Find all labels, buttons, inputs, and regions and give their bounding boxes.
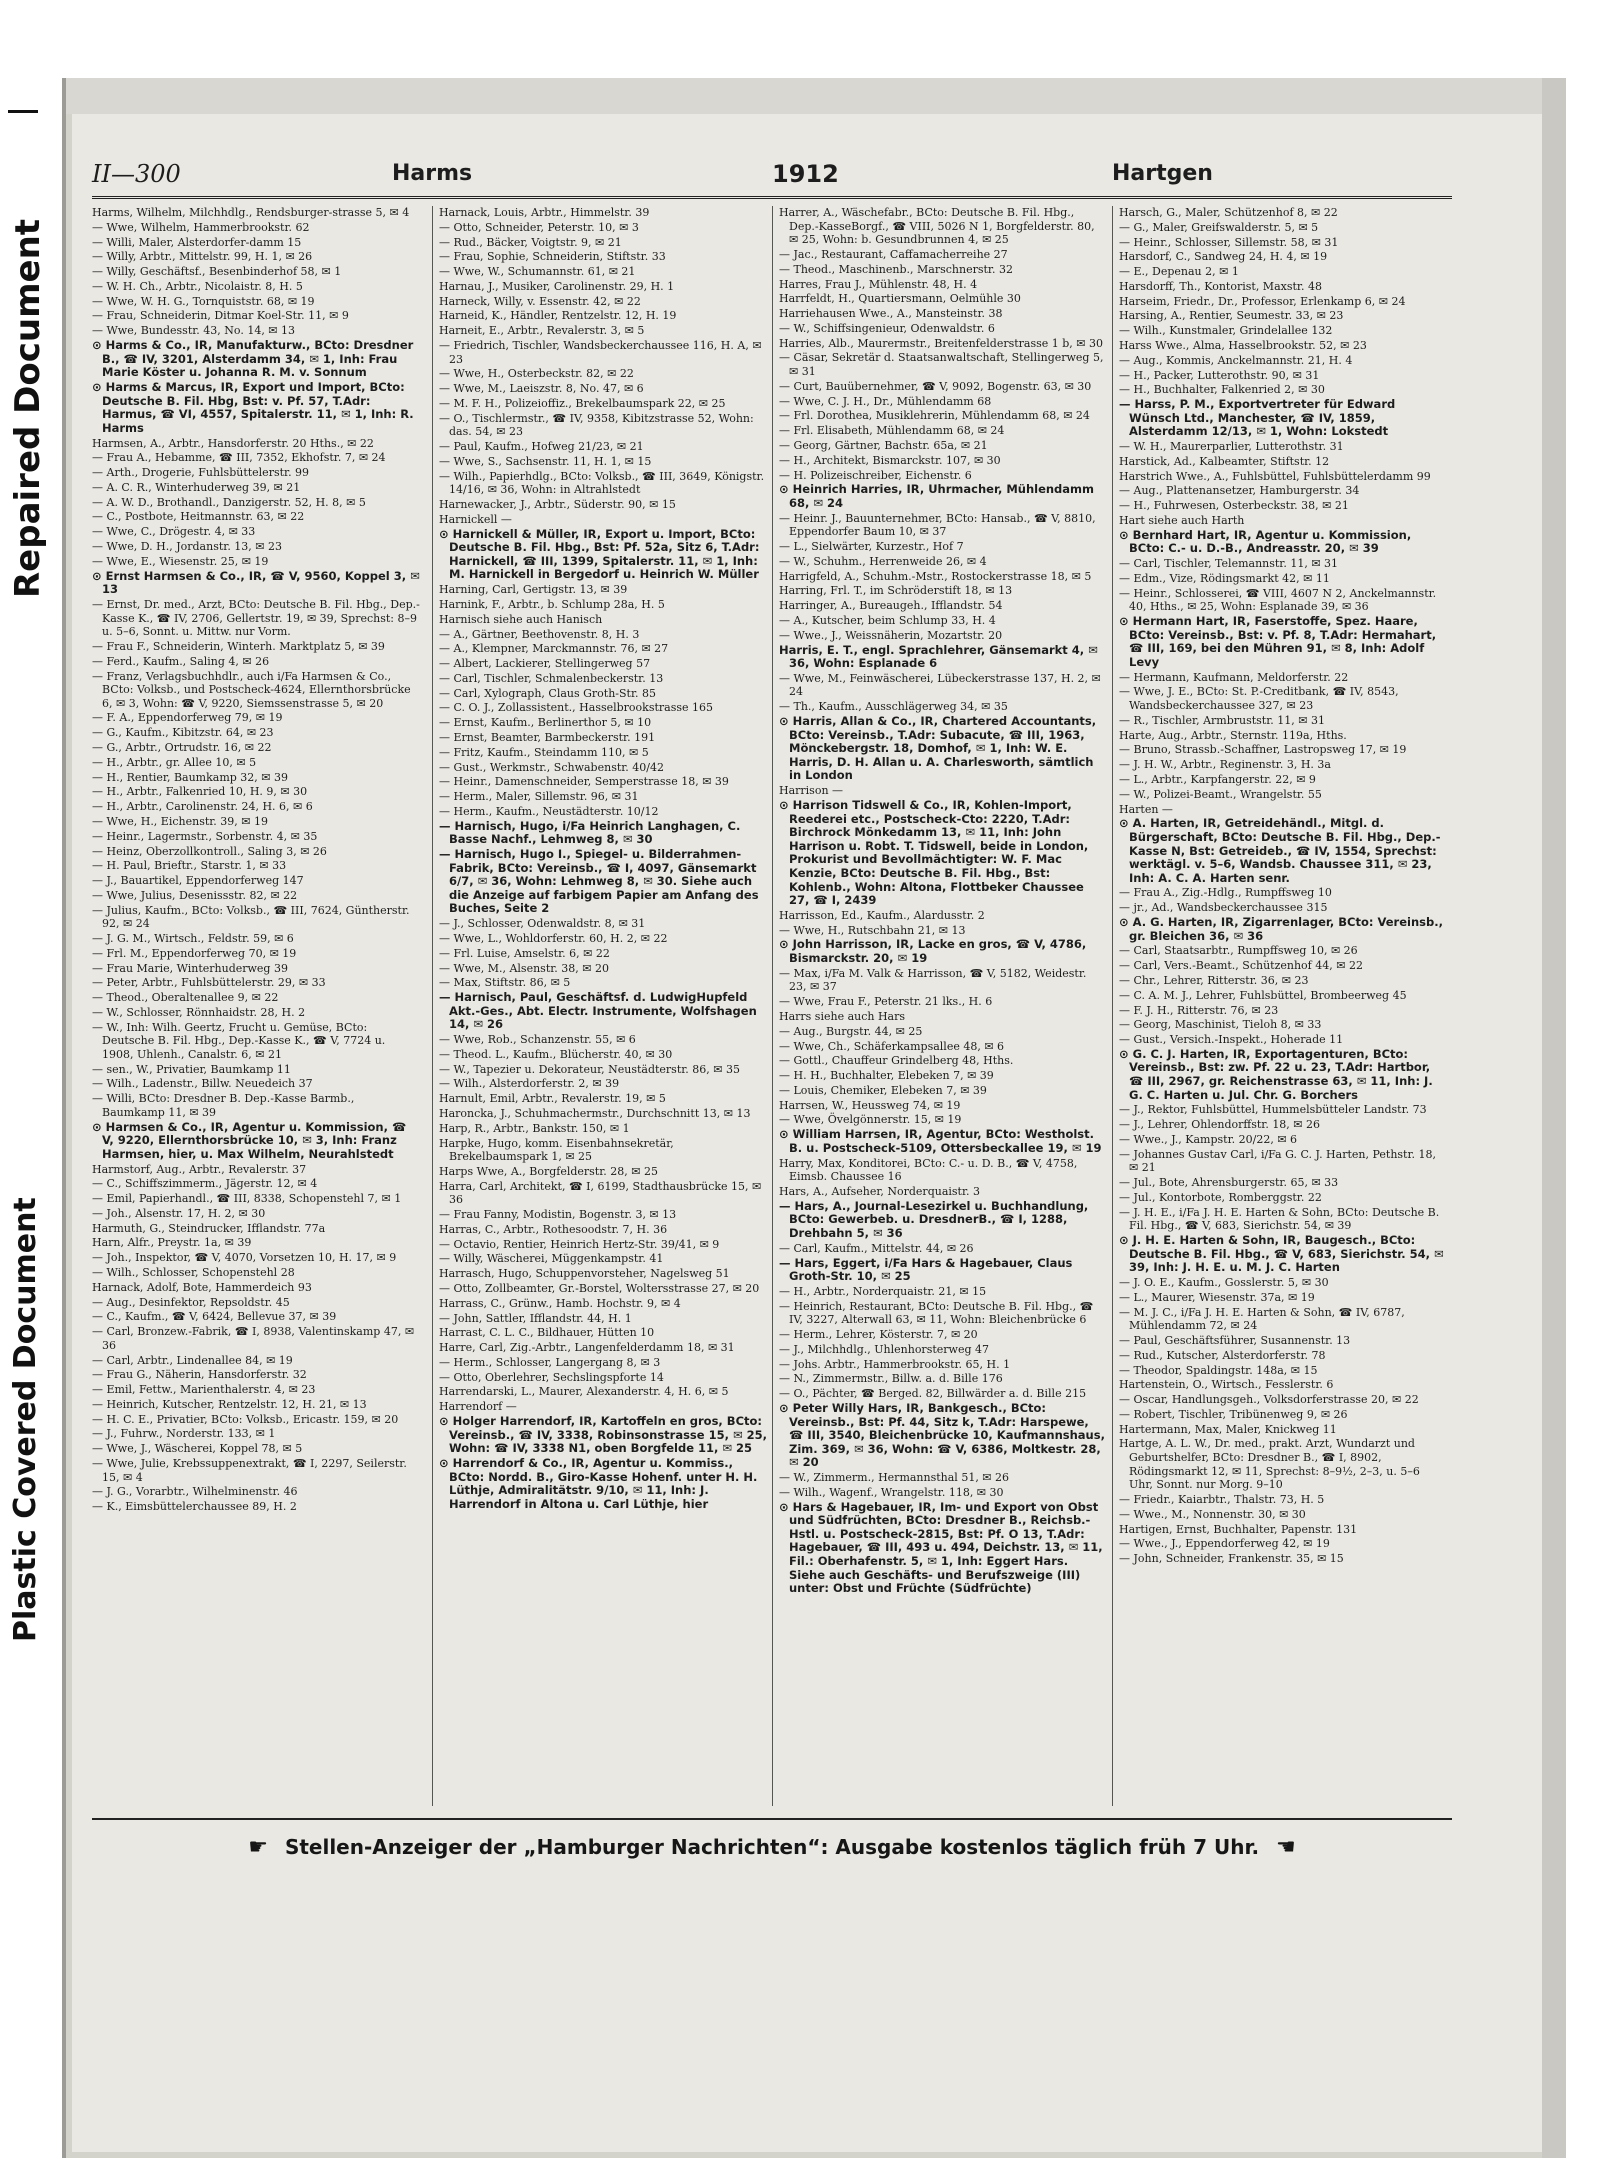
directory-entry: Harn, Alfr., Preystr. 1a, ✉ 39: [92, 1236, 252, 1250]
directory-entry: — W., Polizei-Beamt., Wrangelstr. 55: [1119, 787, 1322, 801]
directory-entry: ⊙ John Harrisson, IR, Lacke en gros, ☎ V, 4786, Bismarckstr. 20, ✉ 19: [779, 937, 1087, 966]
directory-entry: Hart siehe auch Harth: [1119, 514, 1245, 528]
directory-entry: Harsdorf, C., Sandweg 24, H. 4, ✉ 19: [1119, 250, 1328, 264]
directory-entry: — Wwe., J., Eppendorferweg 42, ✉ 19: [1119, 1537, 1330, 1551]
directory-entry: Harneck, Willy, v. Essenstr. 42, ✉ 22: [439, 294, 641, 308]
directory-entry: — H., Arbtr., gr. Allee 10, ✉ 5: [92, 755, 257, 769]
directory-entry: — John, Sattler, Ifflandstr. 44, H. 1: [439, 1311, 632, 1325]
directory-entry: — Georg, Maschinist, Tieloh 8, ✉ 33: [1119, 1018, 1322, 1032]
directory-entry: — Georg, Gärtner, Bachstr. 65a, ✉ 21: [779, 438, 988, 452]
directory-entry: Harstrich Wwe., A., Fuhlsbüttel, Fuhlsbüttelerdamm 99: [1119, 469, 1431, 483]
directory-entry: Harrisson, Ed., Kaufm., Alardusstr. 2: [779, 908, 985, 922]
directory-entry: — F. J. H., Ritterstr. 76, ✉ 23: [1119, 1003, 1279, 1017]
directory-entry: — J. H. E., i/Fa J. H. E. Harten & Sohn, BCto: Deutsche B. Fil. Hbg., ☎ V, 683, Sierichstr. 54, ✉ 39: [1119, 1205, 1440, 1233]
directory-entry: — Frl. Luise, Amselstr. 6, ✉ 22: [439, 946, 610, 960]
directory-entry: — Fritz, Kaufm., Steindamm 110, ✉ 5: [439, 745, 649, 759]
directory-entry: — J., Rektor, Fuhlsbüttel, Hummelsbütteler Landstr. 73: [1119, 1103, 1427, 1117]
page-header: [92, 156, 1452, 199]
directory-entry: Harrigfeld, A., Schuhm.-Mstr., Rostockerstrasse 18, ✉ 5: [779, 569, 1092, 583]
directory-entry: — Julius, Kaufm., BCto: Volksb., ☎ III, 7624, Güntherstr. 92, ✉ 24: [92, 903, 410, 931]
directory-entry: Harnack, Louis, Arbtr., Himmelstr. 39: [439, 206, 650, 219]
directory-entry: — Wilh., Kunstmaler, Grindelallee 132: [1119, 324, 1333, 338]
directory-entry: — W. H. Ch., Arbtr., Nicolaistr. 8, H. 5: [92, 279, 303, 293]
directory-entry: — Frau G., Näherin, Hansdorferstr. 32: [92, 1368, 307, 1382]
directory-entry: Harrass, C., Grünw., Hamb. Hochstr. 9, ✉ 4: [439, 1296, 681, 1310]
directory-entry: — Hars, A., Journal-Lesezirkel u. Buchhandlung, BCto: Gewerbeb. u. DresdnerB., ☎ I, 1288, Drehbahn 5, ✉ 36: [779, 1198, 1089, 1240]
directory-entry: — Wwe, Bundesstr. 43, No. 14, ✉ 13: [92, 324, 296, 338]
directory-entry: — Wwe, H., Rutschbahn 21, ✉ 13: [779, 923, 966, 937]
directory-entry: Hartigen, Ernst, Buchhalter, Papenstr. 131: [1119, 1522, 1358, 1536]
directory-entry: — Wwe, C. J. H., Dr., Mühlendamm 68: [779, 394, 992, 408]
directory-entry: — Aug., Desinfektor, Repsoldstr. 45: [92, 1295, 290, 1309]
directory-entry: — R., Tischler, Armbruststr. 11, ✉ 31: [1119, 713, 1325, 727]
directory-entry: Harrasch, Hugo, Schuppenvorsteher, Nagelsweg 51: [439, 1267, 730, 1281]
directory-entry: Hars, A., Aufseher, Norderquaistr. 3: [779, 1185, 980, 1198]
directory-entry: — H., Packer, Lutterothstr. 90, ✉ 31: [1119, 368, 1320, 382]
directory-entry: — H., Architekt, Bismarckstr. 107, ✉ 30: [779, 453, 1001, 467]
directory-entry: Harriehausen Wwe., A., Mansteinstr. 38: [779, 307, 1003, 321]
directory-entry: ⊙ William Harrsen, IR, Agentur, BCto: Westholst. B. u. Postscheck-5109, Ottersbeckallee 19, ✉ 19: [779, 1127, 1102, 1155]
directory-entry: — Cäsar, Sekretär d. Staatsanwaltschaft, Stellingerweg 5, ✉ 31: [779, 351, 1104, 379]
directory-entry: — Johannes Gustav Carl, i/Fa G. C. J. Harten, Pethstr. 18, ✉ 21: [1119, 1147, 1437, 1175]
directory-entry: — W., Schiffsingenieur, Odenwaldstr. 6: [779, 321, 995, 335]
directory-entry: — Emil, Papierhandl., ☎ III, 8338, Schopenstehl 7, ✉ 1: [92, 1192, 402, 1206]
directory-entry: — Herm., Kaufm., Neustädterstr. 10/12: [439, 804, 659, 818]
directory-entry: — J. G. M., Wirtsch., Feldstr. 59, ✉ 6: [92, 932, 294, 945]
directory-entry: Harpke, Hugo, komm. Eisenbahnsekretär, Brekelbaumspark 1, ✉ 25: [439, 1136, 674, 1164]
directory-entry: — Wwe, W., Schumannstr. 61, ✉ 21: [439, 265, 636, 279]
directory-entry: ⊙ Harms & Co., IR, Manufakturw., BCto: Dresdner B., ☎ IV, 3201, Alsterdamm 34, ✉ 1, Inh: Frau Marie Köster u. Johanna R. M. v. Sonnum: [92, 338, 414, 380]
directory-entry: ⊙ Hermann Hart, IR, Faserstoffe, Spez. Haare, BCto: Vereinsb., Bst: v. Pf. 8, T.Adr: Hermahart, ☎ III, 169, bei den Mühren 91, ✉ 8, Inh: Adolf Levy: [1119, 614, 1437, 669]
directory-entry: — Wilh., Alsterdorferstr. 2, ✉ 39: [439, 1077, 620, 1091]
directory-entry: Harms, Wilhelm, Milchhdlg., Rendsburger-strasse 5, ✉ 4: [92, 206, 410, 219]
directory-entry: ⊙ J. H. E. Harten & Sohn, IR, Baugesch., BCto: Deutsche B. Fil. Hbg., ☎ V, 683, Sierichstr. 54, ✉ 39, Inh: J. H. E. u. M. J. C. Harten: [1119, 1233, 1444, 1275]
directory-entry: — A., Kutscher, beim Schlump 33, H. 4: [779, 613, 996, 627]
directory-entry: — Wilh., Ladenstr., Billw. Neuedeich 37: [92, 1077, 313, 1091]
directory-entry: Harrendarski, L., Maurer, Alexanderstr. 4, H. 6, ✉ 5: [439, 1385, 729, 1399]
directory-entry: — G., Arbtr., Ortrudstr. 16, ✉ 22: [92, 741, 272, 755]
directory-entry: — K., Eimsbüttelerchaussee 89, H. 2: [92, 1500, 297, 1514]
directory-entry: — Theodor, Spaldingstr. 148a, ✉ 15: [1119, 1363, 1318, 1377]
directory-entry: — H. H., Buchhalter, Elebeken 7, ✉ 39: [779, 1069, 994, 1083]
directory-entry: — Heinr., Schlosser, Sillemstr. 58, ✉ 31: [1119, 235, 1339, 249]
directory-entry: — Heinr., Lagermstr., Sorbenstr. 4, ✉ 35: [92, 829, 318, 843]
directory-entry: — Gust., Werkmstr., Schwabenstr. 40/42: [439, 760, 665, 774]
directory-entry: — Carl, Tischler, Schmalenbeckerstr. 13: [439, 671, 664, 685]
directory-entry: — Aug., Plattenansetzer, Hamburgerstr. 34: [1119, 484, 1360, 498]
directory-entry: Harneid, K., Händler, Rentzelstr. 12, H. 19: [439, 309, 677, 323]
directory-entry: — Joh., Alsenstr. 17, H. 2, ✉ 30: [92, 1206, 266, 1220]
running-head-left: Harms: [392, 161, 473, 186]
directory-entry: — J., Schlosser, Odenwaldstr. 8, ✉ 31: [439, 917, 646, 931]
directory-entry: Harneit, E., Arbtr., Revalerstr. 3, ✉ 5: [439, 324, 645, 338]
directory-entry: — O., Pächter, ☎ Berged. 82, Billwärder a. d. Bille 215: [779, 1387, 1087, 1401]
directory-entry: Harrendorf —: [439, 1400, 517, 1414]
directory-entry: Harrer, A., Wäschefabr., BCto: Deutsche B. Fil. Hbg., Dep.-KasseBorgf., ☎ VIII, 5026 N 1, Borgfelderstr. 80, ✉ 25, Wohn: b. Gesundbrunnen 4, ✉ 25: [779, 206, 1095, 247]
directory-entry: — A. C. R., Winterhuderweg 39, ✉ 21: [92, 480, 301, 494]
directory-entry: — Otto, Schneider, Peterstr. 10, ✉ 3: [439, 220, 639, 234]
directory-entry: — Jul., Bote, Ahrensburgerstr. 65, ✉ 33: [1119, 1176, 1339, 1190]
directory-entry: — Ernst, Kaufm., Berlinerthor 5, ✉ 10: [439, 716, 652, 730]
directory-entry: — Harss, P. M., Exportvertreter für Edward Wünsch Ltd., Manchester, ☎ IV, 1859, Alsterdamm 12/13, ✉ 1, Wohn: Lokstedt: [1119, 397, 1396, 439]
directory-entry: — H., Rentier, Baumkamp 32, ✉ 39: [92, 770, 288, 784]
directory-entry: — Albert, Lackierer, Stellingerweg 57: [439, 657, 651, 671]
directory-entry: — Chr., Lehrer, Ritterstr. 36, ✉ 23: [1119, 973, 1309, 987]
footer-advertisement: [92, 1832, 1452, 1862]
directory-entry: — Wwe, H., Eichenstr. 39, ✉ 19: [92, 814, 268, 828]
directory-entry: — Ernst, Beamter, Barmbeckerstr. 191: [439, 731, 656, 744]
directory-entry: — Frau Marie, Winterhuderweg 39: [92, 961, 288, 975]
directory-entry: — Willy, Wäscherei, Müggenkampstr. 41: [439, 1252, 664, 1266]
directory-entry: Harnack, Adolf, Bote, Hammerdeich 93: [92, 1280, 312, 1294]
directory-entry: — Herm., Schlosser, Langergang 8, ✉ 3: [439, 1355, 661, 1369]
directory-entry: — Frl. M., Eppendorferweg 70, ✉ 19: [92, 946, 297, 960]
directory-entry: — H., Arbtr., Falkenried 10, H. 9, ✉ 30: [92, 785, 308, 799]
directory-entry: — N., Zimmermstr., Billw. a. d. Bille 176: [779, 1372, 1003, 1386]
directory-entry: Harss Wwe., Alma, Hasselbrookstr. 52, ✉ 23: [1119, 339, 1367, 353]
directory-entry: — H., Fuhrwesen, Osterbeckstr. 38, ✉ 21: [1119, 499, 1349, 513]
directory-entry: — Oscar, Handlungsgeh., Volksdorferstrasse 20, ✉ 22: [1119, 1393, 1419, 1407]
directory-entry: — Frau Fanny, Modistin, Bogenstr. 3, ✉ 13: [439, 1208, 677, 1222]
directory-entry: — Wwe, M., Laeiszstr. 8, No. 47, ✉ 6: [439, 382, 644, 396]
directory-entry: — Wwe, Julius, Desenissstr. 82, ✉ 22: [92, 888, 298, 902]
directory-entry: — C., Postbote, Heitmannstr. 63, ✉ 22: [92, 510, 305, 524]
directory-entry: — H. Polizeischreiber, Eichenstr. 6: [779, 468, 972, 482]
directory-entry: — C., Kaufm., ☎ V, 6424, Bellevue 37, ✉ 39: [92, 1310, 337, 1324]
directory-entry: Harres, Frau J., Mühlenstr. 48, H. 4: [779, 277, 978, 291]
directory-entry: — Johs. Arbtr., Hammerbrookstr. 65, H. 1: [779, 1357, 1011, 1371]
directory-entry: — C. O. J., Zollassistent., Hasselbrookstrasse 165: [439, 701, 714, 715]
directory-entry: — Wwe, W. H. G., Tornquiststr. 68, ✉ 19: [92, 294, 315, 308]
directory-entry: — Willy, Arbtr., Mittelstr. 99, H. 1, ✉ 26: [92, 250, 313, 264]
directory-entry: — M. F. H., Polizeioffiz., Brekelbaumspark 22, ✉ 25: [439, 396, 726, 410]
directory-entry: — L., Arbtr., Karpfangerstr. 22, ✉ 9: [1119, 772, 1316, 786]
pointing-hand-left-icon: ☚: [1276, 1835, 1296, 1860]
directory-entry: — Rud., Bäcker, Voigtstr. 9, ✉ 21: [439, 235, 622, 249]
directory-entry: — Wwe, Rob., Schanzenstr. 55, ✉ 6: [439, 1033, 636, 1047]
directory-entry: — Peter, Arbtr., Fuhlsbüttelerstr. 29, ✉ 33: [92, 976, 326, 990]
directory-columns: [92, 206, 1452, 1806]
directory-entry: — Curt, Bauübernehmer, ☎ V, 9092, Bogenstr. 63, ✉ 30: [779, 379, 1092, 393]
directory-entry: — Wwe, E., Wiesenstr. 25, ✉ 19: [92, 554, 269, 568]
directory-entry: — Max, i/Fa M. Valk & Harrisson, ☎ V, 5182, Weidestr. 23, ✉ 37: [779, 966, 1087, 994]
directory-entry: — Willi, BCto: Dresdner B. Dep.-Kasse Barmb., Baumkamp 11, ✉ 39: [92, 1092, 355, 1119]
directory-entry: — Th., Kaufm., Ausschlägerweg 34, ✉ 35: [779, 700, 1008, 714]
directory-entry: — Max, Stiftstr. 86, ✉ 5: [439, 976, 571, 990]
directory-entry: — A. W. D., Brothandl., Danzigerstr. 52, H. 8, ✉ 5: [92, 495, 366, 509]
directory-entry: Harnewacker, J., Arbtr., Süderstr. 90, ✉ 15: [439, 498, 676, 512]
directory-entry: Harnau, J., Musiker, Carolinenstr. 29, H. 1: [439, 279, 675, 293]
directory-entry: — H. Paul, Brieftr., Starstr. 1, ✉ 33: [92, 859, 287, 873]
directory-entry: — Wwe, H., Osterbeckstr. 82, ✉ 22: [439, 367, 634, 381]
directory-entry: — Frl. Elisabeth, Mühlendamm 68, ✉ 24: [779, 424, 1005, 438]
directory-entry: — Wilh., Papierhdlg., BCto: Volksb., ☎ III, 3649, Königstr. 14/16, ✉ 36, Wohn: in Altrahlstedt: [439, 469, 765, 497]
directory-entry: — Arth., Drogerie, Fuhlsbüttelerstr. 99: [92, 466, 310, 480]
directory-entry: Harten —: [1119, 802, 1173, 816]
directory-entry: Harnisch siehe auch Hanisch: [439, 612, 603, 626]
footer-text: Stellen-Anzeiger der „Hamburger Nachrichten“: Ausgabe kostenlos täglich früh 7 Uhr.: [284, 1835, 1260, 1859]
directory-entry: Harrison —: [779, 784, 844, 798]
directory-entry: — Jul., Kontorbote, Romberggstr. 22: [1119, 1190, 1322, 1204]
directory-entry: — Carl, Xylograph, Claus Groth-Str. 85: [439, 686, 657, 700]
directory-entry: — Carl, Kaufm., Mittelstr. 44, ✉ 26: [779, 1241, 974, 1255]
directory-entry: — M. J. C., i/Fa J. H. E. Harten & Sohn, ☎ IV, 6787, Mühlendamm 72, ✉ 24: [1119, 1305, 1405, 1333]
directory-entry: Harseim, Friedr., Dr., Professor, Erlenkamp 6, ✉ 24: [1119, 294, 1406, 308]
directory-entry: — Heinr., Schlosserei, ☎ VIII, 4607 N 2, Anckelmannstr. 40, Hths., ✉ 25, Wohn: Esplanade 39, ✉ 36: [1119, 586, 1437, 614]
side-labels: [0, 0, 48, 2177]
directory-entry: — Heinr. J., Bauunternehmer, BCto: Hansab., ☎ V, 8810, Eppendorfer Baum 10, ✉ 37: [779, 511, 1096, 539]
directory-entry: — Friedr., Kaiarbtr., Thalstr. 73, H. 5: [1119, 1493, 1325, 1507]
directory-entry: — Gust., Versich.-Inspekt., Hoherade 11: [1119, 1033, 1344, 1047]
directory-entry: Harsdorff, Th., Kontorist, Maxstr. 48: [1119, 279, 1322, 293]
directory-entry: — Ernst, Dr. med., Arzt, BCto: Deutsche B. Fil. Hbg., Dep.-Kasse K., ☎ IV, 2706, Gellertstr. 19, ✉ 39, Sprechst: 8–9 u. 5–6, Sonnt. u. Mittw. nur Vorm.: [92, 597, 420, 639]
directory-entry: ⊙ A. Harten, IR, Getreidehändl., Mitgl. d. Bürgerschaft, BCto: Deutsche B. Fil. Hbg., Dep.-Kasse N, Bst: Getreideb., ☎ IV, 1554, Sprechst: werktägl. v. 5–6, Wandsb. Chaussee 311, ✉ 23, Inh: A. C. A. Harten senr.: [1119, 816, 1441, 885]
directory-entry: — Herm., Lehrer, Kösterstr. 7, ✉ 20: [779, 1328, 978, 1342]
directory-entry: Harmstorf, Aug., Arbtr., Revalerstr. 37: [92, 1162, 307, 1176]
directory-entry: — Frl. Dorothea, Musiklehrerin, Mühlendamm 68, ✉ 24: [779, 409, 1090, 423]
directory-entry: — John, Schneider, Frankenstr. 35, ✉ 15: [1119, 1552, 1344, 1566]
directory-entry: — C., Schiffszimmerm., Jägerstr. 12, ✉ 4: [92, 1177, 318, 1191]
directory-entry: Harte, Aug., Arbtr., Sternstr. 119a, Hths.: [1119, 728, 1347, 742]
directory-column-1: [92, 206, 420, 1806]
directory-entry: — Ferd., Kaufm., Saling 4, ✉ 26: [92, 654, 270, 668]
directory-entry: — Gottl., Chauffeur Grindelberg 48, Hths.: [779, 1054, 1014, 1068]
directory-entry: — W., Inh: Wilh. Geertz, Frucht u. Gemüse, BCto: Deutsche B. Fil. Hbg., Dep.-Kasse K., ☎ V, 7724 u. 1908, Uhlenh., Canalstr. 6, ✉ 21: [92, 1020, 386, 1061]
directory-entry: — Wwe, M., Feinwäscherei, Lübeckerstrasse 137, H. 2, ✉ 24: [779, 671, 1101, 699]
directory-entry: ⊙ Bernhard Hart, IR, Agentur u. Kommission, BCto: C.- u. D.-B., Andreasstr. 20, ✉ 39: [1119, 527, 1412, 556]
directory-entry: — Emil, Fettw., Marienthalerstr. 4, ✉ 23: [92, 1383, 316, 1397]
directory-entry: — G., Kaufm., Kibitzstr. 64, ✉ 23: [92, 726, 274, 740]
directory-entry: Harps Wwe, A., Borgfelderstr. 28, ✉ 25: [439, 1164, 658, 1178]
directory-entry: ⊙ Heinrich Harries, IR, Uhrmacher, Mühlendamm 68, ✉ 24: [779, 482, 1095, 510]
directory-entry: — Carl, Vers.-Beamt., Schützenhof 44, ✉ 22: [1119, 959, 1363, 973]
directory-entry: — W., Tapezier u. Dekorateur, Neustädterstr. 86, ✉ 35: [439, 1062, 740, 1076]
directory-entry: Harmsen, A., Arbtr., Hansdorferstr. 20 Hths., ✉ 22: [92, 436, 374, 450]
directory-entry: — Heinrich, Kutscher, Rentzelstr. 12, H. 21, ✉ 13: [92, 1397, 367, 1411]
bottom-rule: [92, 1818, 1452, 1820]
directory-entry: — F. A., Eppendorferweg 79, ✉ 19: [92, 711, 283, 725]
pointing-hand-right-icon: ☛: [248, 1835, 268, 1860]
directory-entry: — L., Sielwärter, Kurzestr., Hof 7: [779, 540, 964, 554]
directory-entry: Harnickell —: [439, 512, 512, 526]
directory-entry: — W. H., Maurerparlier, Lutterothstr. 31: [1119, 440, 1344, 454]
directory-entry: ⊙ Peter Willy Hars, IR, Bankgesch., BCto: Vereinsb., Bst: Pf. 44, Sitz k, T.Adr: Harspewe, ☎ III, 3540, Bleichenbrücke 10, Kaufmannshaus, Zim. 369, ✉ 36, Wohn: ☎ V, 6386, Moltkestr. 28, ✉ 20: [779, 1400, 1105, 1470]
directory-entry: — Bruno, Strassb.-Schaffner, Lastropsweg 17, ✉ 19: [1119, 743, 1407, 757]
scan-right-edge: [1542, 78, 1566, 2158]
directory-entry: — G., Maler, Greifswalderstr. 5, ✉ 5: [1119, 220, 1319, 234]
directory-entry: Harrs siehe auch Hars: [779, 1010, 906, 1023]
directory-entry: — Theod., Maschinenb., Marschnerstr. 32: [779, 262, 1013, 276]
directory-entry: ⊙ Harris, Allan & Co., IR, Chartered Accountants, BCto: Vereinsb., T.Adr: Subacute, ☎ III, 1963, Mönckebergstr. 18, Domhof, ✉ 1, Inh: W. E. Harris, D. H. Allan u. A. Charlesworth, sämtlich in London: [779, 714, 1097, 783]
scan-top-band: [66, 78, 1566, 114]
directory-entry: — Aug., Kommis, Anckelmannstr. 21, H. 4: [1119, 353, 1353, 367]
directory-entry: — Paul, Geschäftsführer, Susannenstr. 13: [1119, 1334, 1351, 1347]
directory-entry: Harring, Frl. T., im Schröderstift 18, ✉ 13: [779, 584, 1013, 598]
directory-entry: — J., Milchhdlg., Uhlenhorsterweg 47: [779, 1342, 989, 1356]
directory-entry: — Carl, Staatsarbtr., Rumpffsweg 10, ✉ 26: [1119, 944, 1358, 958]
directory-entry: — Carl, Tischler, Telemannstr. 11, ✉ 31: [1119, 557, 1339, 571]
directory-entry: Harringer, A., Bureaugeh., Ifflandstr. 54: [779, 599, 1003, 613]
directory-entry: — J., Lehrer, Ohlendorffstr. 18, ✉ 26: [1119, 1118, 1321, 1132]
directory-entry: — Wwe, Ch., Schäferkampsallee 48, ✉ 6: [779, 1039, 1005, 1053]
directory-entry: — L., Maurer, Wiesenstr. 37a, ✉ 19: [1119, 1290, 1315, 1304]
directory-entry: — Heinrich, Restaurant, BCto: Deutsche B. Fil. Hbg., ☎ IV, 3227, Alterwall 63, ✉ 11, Wohn: Bleichenbrücke 6: [779, 1299, 1094, 1327]
directory-entry: — Carl, Arbtr., Lindenallee 84, ✉ 19: [92, 1353, 293, 1367]
directory-entry: Harsing, A., Rentier, Seumestr. 33, ✉ 23: [1119, 309, 1344, 323]
directory-entry: Harnult, Emil, Arbtr., Revalerstr. 19, ✉ 5: [439, 1092, 666, 1106]
directory-entry: — Carl, Bronzew.-Fabrik, ☎ I, 8938, Valentinskamp 47, ✉ 36: [92, 1325, 415, 1352]
directory-entry: Harrast, C. L. C., Bildhauer, Hütten 10: [439, 1326, 655, 1340]
directory-entry: — Wwe, D. H., Jordanstr. 13, ✉ 23: [92, 540, 283, 554]
directory-entry: — H. C. E., Privatier, BCto: Volksb., Ericastr. 159, ✉ 20: [92, 1412, 399, 1426]
directory-entry: — Louis, Chemiker, Elebeken 7, ✉ 39: [779, 1083, 987, 1097]
directory-entry: — Harnisch, Paul, Geschäftsf. d. LudwigHupfeld Akt.-Ges., Abt. Electr. Instrumente, Wolfshagen 14, ✉ 26: [439, 990, 757, 1032]
directory-entry: ⊙ Harnickell & Müller, IR, Export u. Import, BCto: Deutsche B. Fil. Hbg., Bst: Pf. 52a, Sitz 6, T.Adr: Harnickell, ☎ III, 1399, Spitalerstr. 11, ✉ 1, Inh: M. Harnickell in Bergedorf u. Heinrich W. Müller: [439, 526, 760, 582]
directory-entry: — jr., Ad., Wandsbeckerchaussee 315: [1119, 901, 1328, 915]
directory-entry: Harris, E. T., engl. Sprachlehrer, Gänsemarkt 4, ✉ 36, Wohn: Esplanade 6: [779, 642, 1098, 671]
directory-entry: — Wwe, Wilhelm, Hammerbrookstr. 62: [92, 220, 310, 234]
directory-entry: Harrfeldt, H., Quartiersmann, Oelmühle 30: [779, 292, 1021, 306]
directory-entry: — Otto, Zollbeamter, Gr.-Borstel, Woltersstrasse 27, ✉ 20: [439, 1282, 760, 1295]
directory-entry: — Hars, Eggert, i/Fa Hars & Hagebauer, Claus Groth-Str. 10, ✉ 25: [779, 1255, 1073, 1284]
directory-entry: — Wwe, L., Wohldorferstr. 60, H. 2, ✉ 22: [439, 932, 668, 945]
directory-entry: — sen., W., Privatier, Baumkamp 11: [92, 1062, 291, 1076]
directory-entry: — A., Klempner, Marckmannstr. 76, ✉ 27: [439, 642, 669, 656]
directory-entry: Haroncka, J., Schuhmachermstr., Durchschnitt 13, ✉ 13: [439, 1107, 751, 1120]
directory-entry: — Willi, Maler, Alsterdorfer-damm 15: [92, 235, 302, 249]
directory-entry: ⊙ A. G. Harten, IR, Zigarrenlager, BCto: Vereinsb., gr. Bleichen 36, ✉ 36: [1119, 915, 1443, 943]
directory-entry: — Wwe, M., Alsenstr. 38, ✉ 20: [439, 961, 609, 975]
directory-entry: — W., Schuhm., Herrenweide 26, ✉ 4: [779, 554, 987, 568]
directory-entry: Harstick, Ad., Kalbeamter, Stiftstr. 12: [1119, 454, 1330, 468]
year-heading: 1912: [772, 160, 839, 188]
directory-entry: — Heinr., Damenschneider, Semperstrasse 18, ✉ 39: [439, 775, 729, 789]
directory-entry: Harra, Carl, Architekt, ☎ I, 6199, Stadthausbrücke 15, ✉ 36: [439, 1179, 762, 1207]
directory-column-4: [1112, 206, 1447, 1806]
directory-entry: — Theod. L., Kaufm., Blücherstr. 40, ✉ 30: [439, 1047, 673, 1061]
directory-entry: — J. H. W., Arbtr., Reginenstr. 3, H. 3a: [1119, 758, 1331, 772]
directory-entry: — Herm., Maler, Sillemstr. 96, ✉ 31: [439, 790, 639, 804]
directory-entry: — Heinz, Oberzollkontroll., Saling 3, ✉ 26: [92, 844, 327, 858]
directory-entry: Harnink, F., Arbtr., b. Schlump 28a, H. 5: [439, 597, 665, 611]
directory-entry: Harp, R., Arbtr., Bankstr. 150, ✉ 1: [439, 1121, 630, 1135]
directory-entry: — Frau F., Schneiderin, Winterh. Marktplatz 5, ✉ 39: [92, 639, 385, 653]
directory-entry: — A., Gärtner, Beethovenstr. 8, H. 3: [439, 627, 640, 641]
directory-entry: — W., Schlosser, Rönnhaidstr. 28, H. 2: [92, 1005, 306, 1019]
directory-entry: — Harnisch, Hugo I., Spiegel- u. Bilderrahmen-Fabrik, BCto: Vereinsb., ☎ I, 4097, Gänsemarkt 6/7, ✉ 36, Wohn: Lehmweg 8, ✉ 30. Siehe auch die Anzeige auf farbigem Papier am Anfang des Buches, Seite 2: [439, 847, 759, 916]
directory-entry: — Wilh., Schlosser, Schopenstehl 28: [92, 1266, 295, 1280]
directory-entry: — Rud., Kutscher, Alsterdorferstr. 78: [1119, 1348, 1326, 1362]
directory-entry: ⊙ Harrendorf & Co., IR, Agentur u. Kommiss., BCto: Nordd. B., Giro-Kasse Hohenf. unter H. H. Lüthje, Admiralitätstr. 9/10, ✉ 11, Inh: J. Harrendorf in Altona u. Carl Lüthje, hier: [439, 1456, 758, 1511]
directory-entry: ⊙ Holger Harrendorf, IR, Kartoffeln en gros, BCto: Vereinsb., ☎ IV, 3338, Robinsonstrasse 15, ✉ 25, Wohn: ☎ IV, 3338 N1, oben Borgfelde 11, ✉ 25: [439, 1414, 767, 1456]
directory-column-3: [772, 206, 1107, 1806]
directory-entry: — Joh., Inspektor, ☎ V, 4070, Vorsetzen 10, H. 17, ✉ 9: [92, 1251, 397, 1265]
directory-entry: Hartermann, Max, Maler, Knickweg 11: [1119, 1422, 1337, 1436]
page-number: II—300: [92, 160, 181, 188]
directory-entry: — Wwe, S., Sachsenstr. 11, H. 1, ✉ 15: [439, 454, 652, 468]
directory-entry: ⊙ G. C. J. Harten, IR, Exportagenturen, BCto: Vereinsb., Bst: zw. Pf. 22 u. 23, T.Adr: Hartbor, ☎ III, 2967, gr. Reichenstrasse 63, ✉ 11, Inh: J. G. C. Harten u. Jul. Chr. G. Borchers: [1119, 1046, 1433, 1102]
directory-entry: — Otto, Oberlehrer, Sechslingspforte 14: [439, 1370, 664, 1384]
directory-entry: — O., Tischlermstr., ☎ IV, 9358, Kibitzstrasse 52, Wohn: das. 54, ✉ 23: [439, 411, 754, 439]
plastic-covered-document-label: Plastic Covered Document: [8, 1197, 43, 1643]
directory-entry: — Frau A., Zig.-Hdlg., Rumpffsweg 10: [1119, 886, 1332, 900]
directory-entry: — Paul, Kaufm., Hofweg 21/23, ✉ 21: [439, 440, 644, 454]
directory-entry: Harry, Max, Konditorei, BCto: C.- u. D. B., ☎ V, 4758, Eimsb. Chaussee 16: [779, 1156, 1078, 1184]
directory-entry: — Friedrich, Tischler, Wandsbeckerchaussee 116, H. A, ✉ 23: [439, 339, 762, 366]
directory-entry: — J., Bauartikel, Eppendorferweg 147: [92, 874, 304, 888]
directory-entry: — Wwe, J. E., BCto: St. P.-Creditbank, ☎ IV, 8543, Wandsbeckerchaussee 327, ✉ 23: [1119, 685, 1399, 713]
directory-entry: Hartge, A. L. W., Dr. med., prakt. Arzt, Wundarzt und Geburtshelfer, BCto: Dresdner B., ☎ I, 8902, Rödingsmarkt 12, ✉ 11, Sprechst: 8–9½, 2–3, u. 5–6 Uhr, Sonnt. nur Morg. 9–10: [1119, 1437, 1420, 1492]
directory-entry: ⊙ Harmsen & Co., IR, Agentur u. Kommission, ☎ V, 9220, Ellernthorsbrücke 10, ✉ 3, Inh: Franz Harmsen, hier, u. Max Wilhelm, Neurahlstedt: [92, 1119, 407, 1161]
directory-entry: Harning, Carl, Gertigstr. 13, ✉ 39: [439, 583, 628, 597]
directory-entry: — Frau A., Hebamme, ☎ III, 7352, Ekhofstr. 7, ✉ 24: [92, 451, 386, 465]
directory-entry: — Wilh., Wagenf., Wrangelstr. 118, ✉ 30: [779, 1485, 1004, 1499]
directory-entry: — H., Arbtr., Norderquaistr. 21, ✉ 15: [779, 1284, 987, 1298]
directory-entry: Harsch, G., Maler, Schützenhof 8, ✉ 22: [1119, 206, 1338, 219]
directory-entry: — Aug., Burgstr. 44, ✉ 25: [779, 1024, 923, 1038]
repaired-document-label: Repaired Document: [8, 110, 38, 703]
running-head-right: Hartgen: [1112, 161, 1213, 186]
directory-entry: — Franz, Verlagsbuchhdlr., auch i/Fa Harmsen & Co., BCto: Volksb., und Postscheck-4624, Ellernthorsbrücke 6, ✉ 3, Wohn: ☎ V, 9220, Siemssenstrasse 5, ✉ 20: [92, 669, 411, 710]
directory-entry: — Frau, Schneiderin, Ditmar Koel-Str. 11, ✉ 9: [92, 309, 349, 323]
directory-entry: — C. A. M. J., Lehrer, Fuhlsbüttel, Brombeerweg 45: [1119, 988, 1407, 1002]
directory-entry: — Wwe, C., Drögestr. 4, ✉ 33: [92, 525, 256, 539]
directory-entry: — E., Depenau 2, ✉ 1: [1119, 265, 1239, 279]
directory-entry: — H., Arbtr., Carolinenstr. 24, H. 6, ✉ 6: [92, 800, 313, 814]
directory-entry: — Willy, Geschäftsf., Besenbinderhof 58, ✉ 1: [92, 265, 342, 279]
directory-entry: — Wwe, Övelgönnerstr. 15, ✉ 19: [779, 1113, 962, 1127]
directory-entry: — Wwe., J., Weissnäherin, Mozartstr. 20: [779, 628, 1003, 642]
directory-entry: Harras, C., Arbtr., Rothesoodstr. 7, H. 36: [439, 1222, 668, 1236]
directory-entry: ⊙ Harrison Tidswell & Co., IR, Kohlen-Import, Reederei etc., Postscheck-Cto: 2220, T.Adr: Birchrock Mönkedamm 13, ✉ 11, Inh: John Harrison u. Robt. T. Tidswell, beide in London, Prokurist und Bevollmächtigter: W. F. Mac Kenzie, BCto: Deutsche B. Fil. Hbg., Bst: Kohlenb., Wohn: Altona, Flottbeker Chaussee 27, ☎ I, 2439: [779, 797, 1089, 908]
directory-entry: — Wwe., M., Nonnenstr. 30, ✉ 30: [1119, 1507, 1306, 1521]
directory-entry: Harrsen, W., Heussweg 74, ✉ 19: [779, 1098, 961, 1112]
directory-entry: — Wwe, Frau F., Peterstr. 21 lks., H. 6: [779, 995, 993, 1009]
directory-entry: Harmuth, G., Steindrucker, Ifflandstr. 77a: [92, 1221, 326, 1235]
directory-entry: — Octavio, Rentier, Heinrich Hertz-Str. 39/41, ✉ 9: [439, 1237, 720, 1251]
directory-entry: Harries, Alb., Maurermstr., Breitenfelderstrasse 1 b, ✉ 30: [779, 336, 1104, 350]
directory-entry: — J. O. E., Kaufm., Gosslerstr. 5, ✉ 30: [1119, 1276, 1329, 1290]
directory-entry: — J., Fuhrw., Norderstr. 133, ✉ 1: [92, 1427, 276, 1441]
directory-entry: — J. G., Vorarbtr., Wilhelminenstr. 46: [92, 1485, 298, 1499]
directory-entry: — Jac., Restaurant, Caffamacherreihe 27: [779, 247, 1008, 261]
directory-entry: — Wwe, J., Wäscherei, Koppel 78, ✉ 5: [92, 1442, 303, 1456]
directory-entry: — Edm., Vize, Rödingsmarkt 42, ✉ 11: [1119, 571, 1330, 585]
directory-entry: — W., Zimmerm., Hermannsthal 51, ✉ 26: [779, 1471, 1010, 1485]
directory-entry: ⊙ Ernst Harmsen & Co., IR, ☎ V, 9560, Koppel 3, ✉ 13: [92, 568, 420, 597]
directory-entry: Hartenstein, O., Wirtsch., Fesslerstr. 6: [1119, 1378, 1334, 1392]
directory-entry: — Harnisch, Hugo, i/Fa Heinrich Langhagen, C. Basse Nachf., Lehmweg 8, ✉ 30: [439, 818, 741, 847]
directory-entry: — Wwe., J., Kampstr. 20/22, ✉ 6: [1119, 1133, 1298, 1146]
directory-entry: — Theod., Oberaltenallee 9, ✉ 22: [92, 991, 279, 1005]
directory-entry: — Hermann, Kaufmann, Meldorferstr. 22: [1119, 670, 1349, 684]
directory-entry: — Wwe, Julie, Krebssuppenextrakt, ☎ I, 2297, Seilerstr. 15, ✉ 4: [92, 1457, 407, 1484]
directory-entry: — H., Buchhalter, Falkenried 2, ✉ 30: [1119, 383, 1325, 397]
directory-column-2: [432, 206, 767, 1806]
directory-entry: ⊙ Hars & Hagebauer, IR, Im- und Export von Obst und Südfrüchten, BCto: Dresdner B., Reichsb.-Hstl. u. Postscheck-2815, Bst: Pf. O 13, T.Adr: Hagebauer, ☎ III, 493 u. 494, Deichstr. 13, ✉ 11, Fil.: Oberhafenstr. 5, ✉ 1, Inh: Eggert Hars. Siehe auch Geschäfts- und Berufszweige (III) unter: Obst und Früchte (Südfrüchte): [779, 1499, 1103, 1596]
directory-entry: ⊙ Harms & Marcus, IR, Export und Import, BCto: Deutsche B. Fil. Hbg, Bst: v. Pf. 57, T.Adr: Harmus, ☎ VI, 4557, Spitalerstr. 11, ✉ 1, Inh: R. Harms: [92, 380, 414, 435]
directory-entry: Harre, Carl, Zig.-Arbtr., Langenfelderdamm 18, ✉ 31: [439, 1341, 735, 1355]
directory-entry: — Robert, Tischler, Tribünenweg 9, ✉ 26: [1119, 1407, 1348, 1421]
directory-entry: — Frau, Sophie, Schneiderin, Stiftstr. 33: [439, 250, 666, 264]
